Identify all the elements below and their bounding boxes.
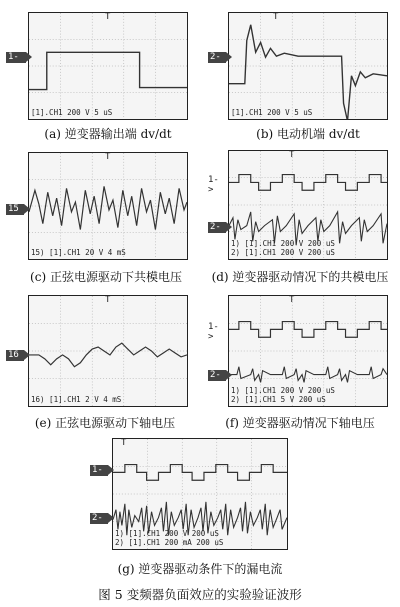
channel-marker-d-2: 2->	[208, 222, 226, 233]
scope-d	[228, 150, 388, 260]
scope-f	[228, 295, 388, 407]
channel-marker-g-1: 1->	[90, 465, 108, 476]
scope-status-a: [1].CH1 200 V 5 uS	[31, 108, 113, 117]
channel-marker-e: 16	[6, 350, 24, 361]
scope-status-d-1: 1) [1].CH1 200 V 200 uS	[231, 239, 335, 248]
figure-title: 图 5 变频器负面效应的实验验证波形	[98, 587, 302, 602]
caption-a: (a) 逆变器输出端 dv/dt	[44, 127, 172, 141]
channel-marker-d-1: 1->	[208, 175, 219, 195]
scope-c	[28, 152, 188, 260]
scope-status-e: 16) [1].CH1 2 V 4 mS	[31, 395, 122, 404]
scope-status-d-2: 2) [1].CH1 200 V 200 uS	[231, 248, 335, 257]
caption-b: (b) 电动机端 dv/dt	[256, 127, 360, 141]
trigger-marker-a: T	[105, 12, 111, 22]
scope-status-g-1: 1) [1].CH1 200 V 200 uS	[115, 529, 219, 538]
channel-marker-f-1: 1->	[208, 322, 219, 342]
scope-b	[228, 12, 388, 120]
caption-g: (g) 逆变器驱动条件下的漏电流	[117, 562, 283, 576]
waveform-b	[229, 13, 387, 119]
scope-status-f-2: 2) [1].CH1 5 V 200 uS	[231, 395, 326, 404]
caption-c: (c) 正弦电源驱动下共模电压	[30, 270, 182, 284]
channel-marker-f-2: 2->	[208, 370, 226, 381]
scope-status-c: 15) [1].CH1 20 V 4 mS	[31, 248, 126, 257]
trigger-marker-g: T	[121, 438, 127, 448]
waveform-e	[29, 296, 187, 406]
channel-marker-b: 2->	[208, 52, 226, 63]
trigger-marker-d: T	[289, 150, 295, 160]
scope-status-g-2: 2) [1].CH1 200 mA 200 uS	[115, 538, 224, 547]
trigger-marker-c: T	[105, 152, 111, 162]
scope-g	[112, 438, 288, 550]
waveform-a	[29, 13, 187, 119]
trigger-marker-b: T	[273, 12, 279, 22]
channel-marker-a: 1->	[6, 52, 26, 63]
caption-f: (f) 逆变器驱动情况下轴电压	[225, 416, 375, 430]
caption-e: (e) 正弦电源驱动下轴电压	[34, 416, 176, 430]
scope-a	[28, 12, 188, 120]
channel-marker-g-2: 2->	[90, 513, 108, 524]
scope-status-f-1: 1) [1].CH1 200 V 200 uS	[231, 386, 335, 395]
scope-e	[28, 295, 188, 407]
trigger-marker-f: T	[289, 295, 295, 305]
caption-d: (d) 逆变器驱动情况下的共模电压	[211, 270, 389, 284]
channel-marker-c: 15	[6, 204, 24, 215]
waveform-c	[29, 153, 187, 259]
scope-status-b: [1].CH1 200 V 5 uS	[231, 108, 313, 117]
trigger-marker-e: T	[105, 295, 111, 305]
